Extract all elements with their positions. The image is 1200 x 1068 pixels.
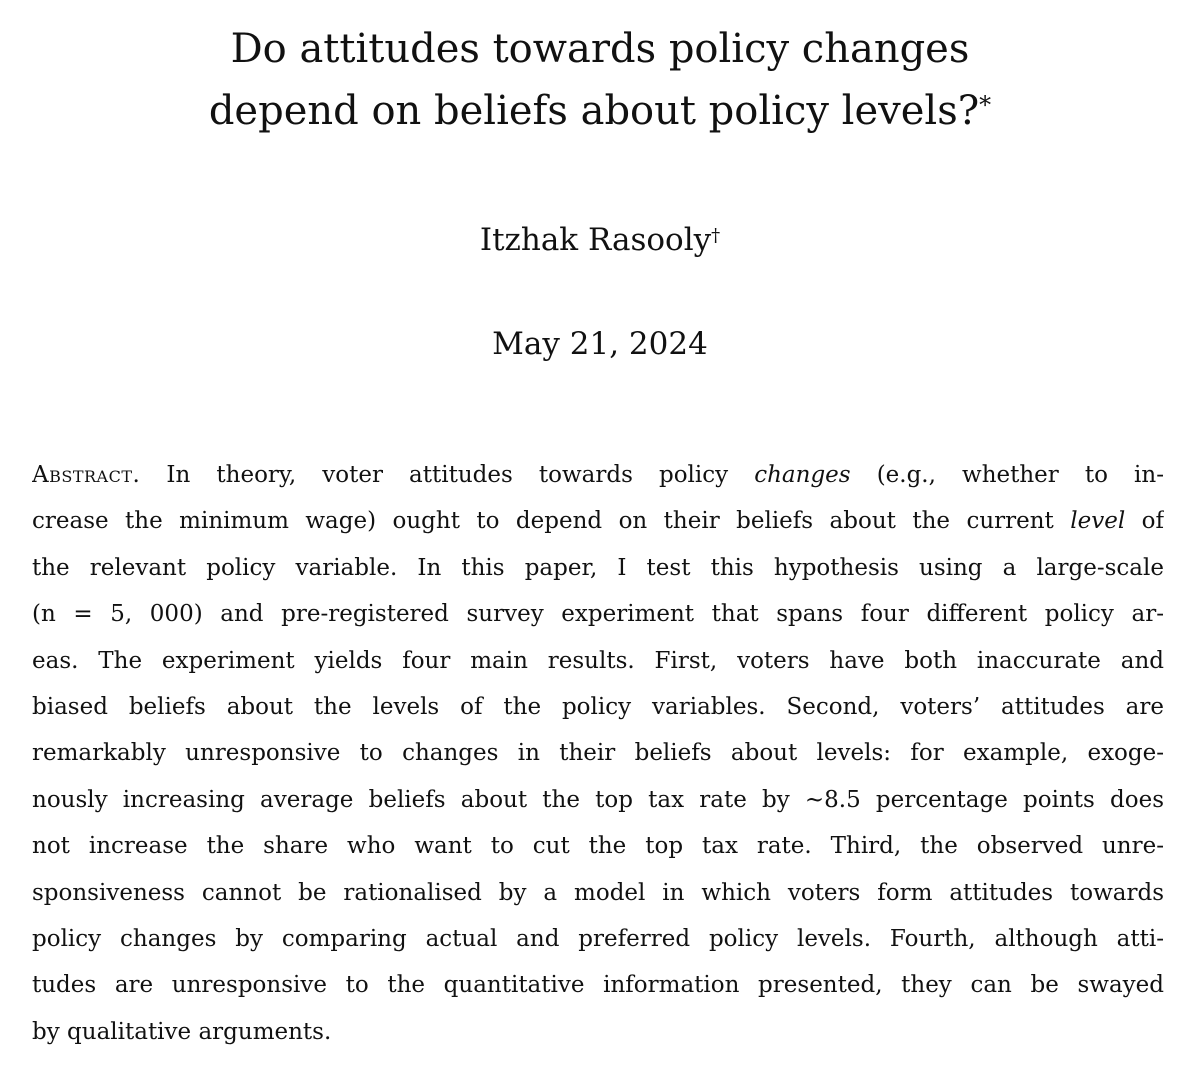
abstract-line-8: nously increasing average beliefs about the top tax rate by ~8.5 percentage points does [32,786,1164,813]
abstract-text: In theory, voter attitudes towards policy [166,462,729,488]
paper-date: May 21, 2024 [492,326,708,362]
title-line-2 [0,80,1200,142]
abstract-text: (e.g., whether to in- [876,462,1164,488]
abstract-text: of [1141,508,1164,535]
title-line-1: Do attitudes towards policy changes [230,26,970,72]
abstract-line-9: not increase the share who want to cut the top tax rate. Third, the observed unre- [32,833,1164,860]
abstract-line-12: tudes are unresponsive to the quantitative information presented, they can be swayed [32,972,1164,999]
author-name-text: Itzhak Rasooly [479,222,712,258]
abstract [32,452,1164,1055]
abstract-text: crease the minimum wage) ought to depend on their beliefs about the current [32,508,1054,535]
abstract-text: level [1070,508,1126,535]
author-name [0,218,1200,262]
abstract-line-6: biased beliefs about the levels of the policy variables. Second, voters’ attitudes are [32,694,1164,721]
abstract-line-7: remarkably unresponsive to changes in their beliefs about levels: for example, exoge- [32,740,1164,767]
abstract-line-3: the relevant policy variable. In this paper, I test this hypothesis using a large-scale [32,554,1164,581]
abstract-line-10: sponsiveness cannot be rationalised by a model in which voters form attitudes towards [32,879,1164,906]
abstract-text: changes [754,462,851,488]
title-footnote-mark: * [979,91,992,119]
abstract-line-1 [32,452,1164,498]
abstract-line-5: eas. The experiment yields four main results. First, voters have both inaccurate and [32,647,1164,674]
abstract-line-4: (n = 5, 000) and pre-registered survey experiment that spans four different policy ar- [32,601,1164,628]
author-footnote-mark: † [711,225,721,246]
abstract-line-11: policy changes by comparing actual and preferred policy levels. Fourth, although atti- [32,926,1164,953]
abstract-heading: Abstract. [32,462,141,488]
abstract-line-2 [32,498,1164,544]
paper-title [0,18,1200,142]
abstract-line-13: by qualitative arguments. [32,1018,332,1045]
title-line-2-text: depend on beliefs about policy levels? [208,88,980,134]
